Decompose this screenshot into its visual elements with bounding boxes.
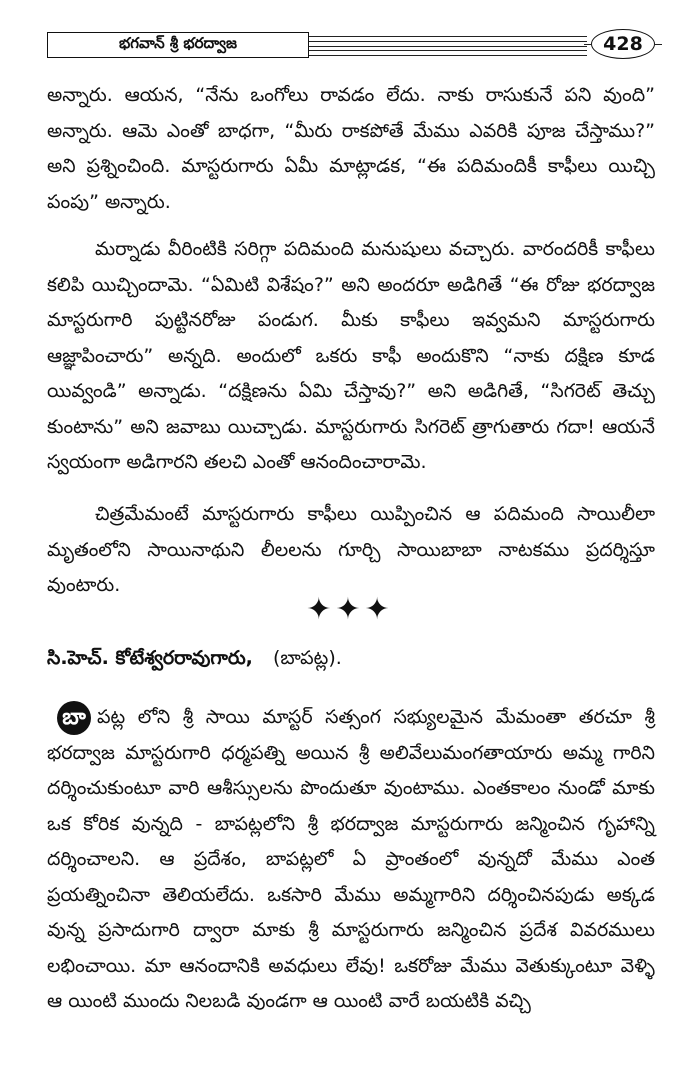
section-divider-ornament: ✦✦✦ [306, 592, 394, 627]
paragraph-3: చిత్రమేమంటే మాస్టరుగారు కాఫీలు యిప్పించిన ఆ పదిమంది సాయిలీలా మృతంలోని సాయినాథుని లీలలను గూర్చి సాయిబాబా నాటకము ప్రదర్శిస్తూ వుంటారు. [47, 503, 655, 596]
section-heading [47, 643, 342, 673]
header-title: భగవాన్ శ్రీ భరద్వాజ [47, 32, 309, 58]
header-rules [309, 36, 587, 56]
page-number: 428 [591, 29, 655, 59]
paragraph-4 [47, 700, 655, 1020]
running-header [47, 32, 655, 62]
contributor-name: సి.హెచ్. కోటేశ్వరరావుగారు, [47, 647, 253, 669]
paragraph-1: అన్నారు. ఆయన, “నేను ఒంగోలు రావడం లేదు. నాకు రాసుకునే పని వుంది” అన్నారు. ఆమె ఎంతో బాధగా, “మీరు రాకపోతే మేము ఎవరికి పూజ చేస్తాము?” అని ప్రశ్నించింది. మాస్టరుగారు ఏమీ మాట్లాడక, “ఈ పదిమందికీ కాఫీలు యిచ్చి పంపు” అన్నారు. [47, 84, 655, 213]
drop-cap: బా [57, 701, 91, 735]
paragraph-4-text: పట్ల లోని శ్రీ సాయి మాస్టర్ సత్సంగ సభ్యులమైన మేమంతా తరచూ శ్రీ భరద్వాజ మాస్టరుగారి ధర్మపత్ని అయిన శ్రీ అలివేలుమంగతాయారు అమ్మ గారిని దర్శించుకుంటూ వారి ఆశీస్సులను పొందుతూ వుంటాము. ఎంతకాలం నుండో మాకు ఒక కోరిక వున్నది - బాపట్లలోని శ్రీ భరద్వాజ మాస్టరుగారు జన్మించిన గృహాన్ని దర్శించాలని. ఆ ప్రదేశం, బాపట్లలో ఏ ప్రాంతంలో వున్నదో మేము ఎంత ప్రయత్నించినా తెలియలేదు. ఒకసారి మేము అమ్మగారిని దర్శించినపుడు అక్కడ వున్న ప్రసాదుగారి ద్వారా మాకు శ్రీ మాస్టరుగారు జన్మించిన ప్రదేశ వివరములు లభించాయి. మా ఆనందానికి అవధులు లేవు! ఒకరోజు మేము వెతుక్కుంటూ వెళ్ళి ఆ యింటి ముందు నిలబడి వుండగా ఆ యింటి వారే బయటికి వచ్చి [47, 706, 655, 1012]
paragraph-2: మర్నాడు వీరింటికి సరిగ్గా పదిమంది మనుషులు వచ్చారు. వారందరికీ కాఫీలు కలిపి యిచ్చిందామె. “ఏమిటి విశేషం?” అని అందరూ అడిగితే “ఈ రోజు భరద్వాజ మాస్టరుగారి పుట్టినరోజు పండుగ. మీకు కాఫీలు ఇవ్వమని మాస్టరుగారు ఆజ్ఞాపించారు” అన్నది. అందులో ఒకరు కాఫీ అందుకొని “నాకు దక్షిణ కూడ యివ్వండి” అన్నాడు. “దక్షిణను ఏమి చేస్తావు?” అని అడిగితే, “సిగరెట్ తెచ్చు కుంటాను” అని జవాబు యిచ్చాడు. మాస్టరుగారు సిగరెట్ త్రాగుతారు గదా! ఆయనే స్వయంగా అడిగారని తలచి ఎంతో ఆనందించారామె. [47, 238, 655, 473]
contributor-place: (బాపట్ల). [272, 647, 342, 669]
